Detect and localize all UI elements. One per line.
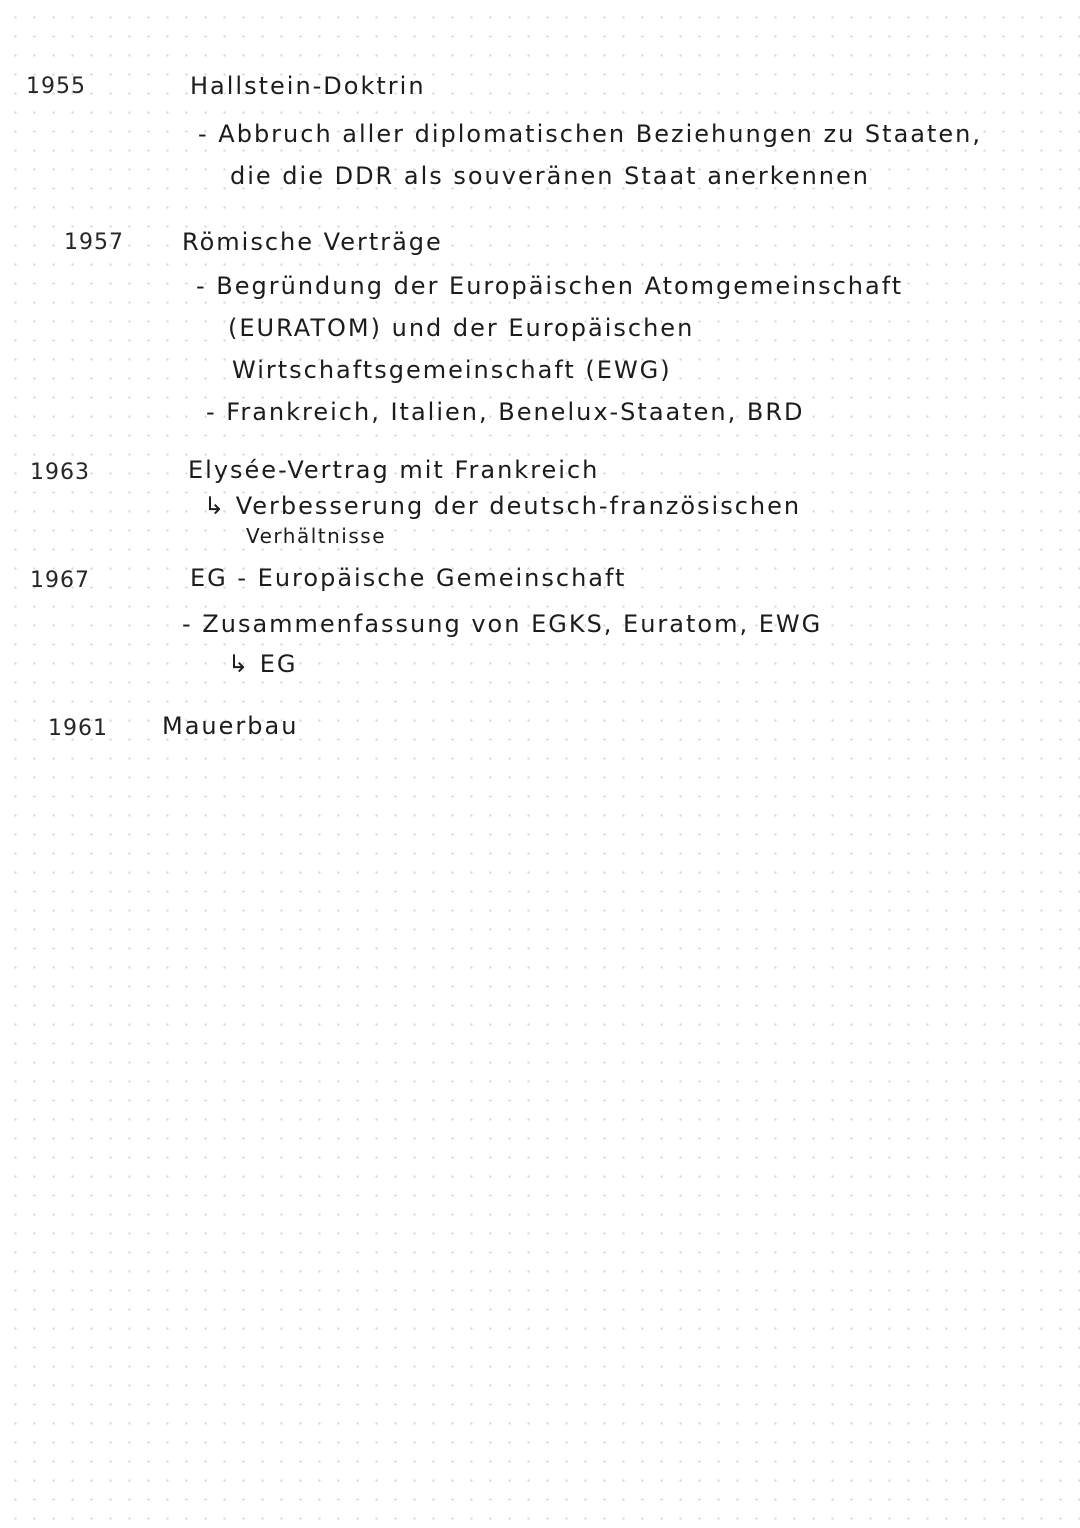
entry-line: - Zusammenfassung von EGKS, Euratom, EWG: [182, 610, 823, 638]
entry-line: ↳ EG: [228, 650, 298, 678]
entry-title-elysee-vertrag: Elysée-Vertrag mit Frankreich: [188, 456, 600, 484]
year-1955: 1955: [26, 74, 86, 99]
entry-line: Wirtschaftsgemeinschaft (EWG): [232, 356, 672, 384]
entry-line: - Frankreich, Italien, Benelux-Staaten, BRD: [206, 398, 805, 426]
entry-title-eg: EG - Europäische Gemeinschaft: [190, 564, 627, 592]
entry-line: (EURATOM) und der Europäischen: [228, 314, 695, 342]
year-1963: 1963: [30, 460, 90, 485]
entry-line: - Abbruch aller diplomatischen Beziehungen zu Staaten,: [198, 120, 983, 148]
entry-title-mauerbau: Mauerbau: [162, 712, 299, 740]
year-1957: 1957: [64, 230, 124, 255]
entry-line: ↳ Verbesserung der deutsch-französischen: [204, 492, 802, 520]
entry-line: - Begründung der Europäischen Atomgemeinschaft: [196, 272, 904, 300]
year-1961: 1961: [48, 716, 108, 741]
entry-title-hallstein-doktrin: Hallstein-Doktrin: [190, 72, 426, 100]
entry-line: Verhältnisse: [246, 524, 387, 548]
year-1967: 1967: [30, 568, 90, 593]
entry-line: die die DDR als souveränen Staat anerkennen: [230, 162, 870, 190]
entry-title-roemische-vertraege: Römische Verträge: [182, 228, 443, 256]
